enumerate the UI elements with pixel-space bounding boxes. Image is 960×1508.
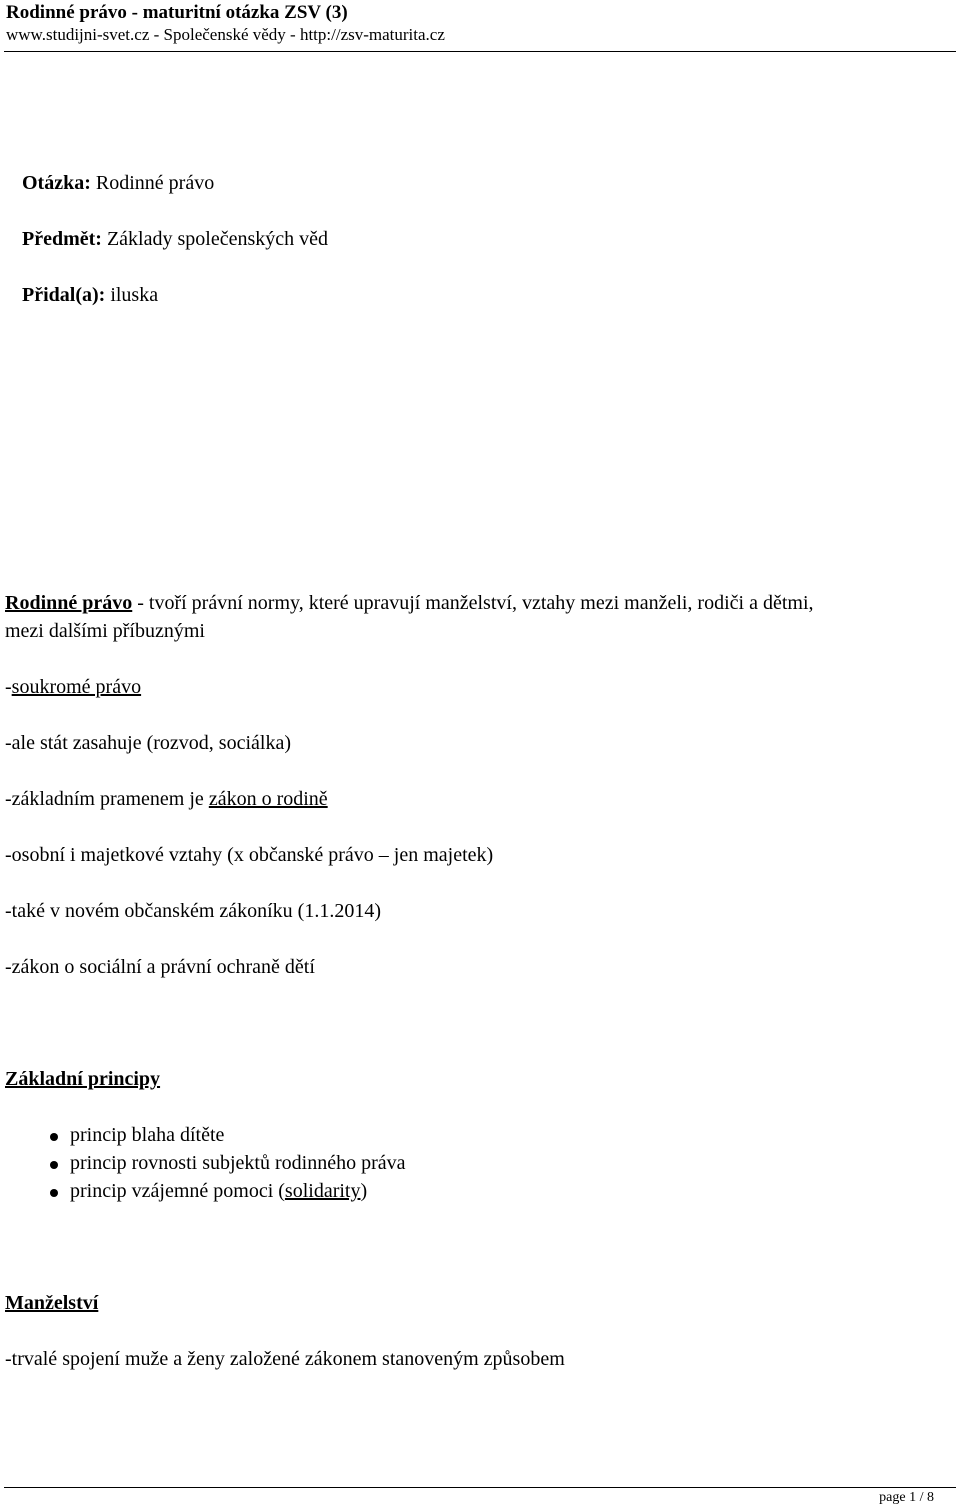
private-law-line [5,676,141,699]
footer-divider [4,1487,956,1488]
principles-heading[interactable]: Základní principy [5,1068,161,1090]
subject-line [22,228,328,251]
civil-code-line: -také v novém občanském zákoníku (1.1.2014) [5,900,382,922]
item-prefix: princip vzájemné pomoci ( [70,1180,285,1202]
relations-line: -osobní i majetkové vztahy (x občanské právo – jen majetek) [5,844,494,866]
source-prefix: -základním pramenem je [5,788,209,810]
child-protection-line: -zákon o sociální a právní ochraně dětí [5,956,315,978]
intro-definition [5,592,814,615]
list-item: princip rovnosti subjektů rodinného práva [70,1152,406,1174]
item-suffix: ) [360,1180,368,1202]
bullet-icon [50,1161,58,1169]
bullet-icon [50,1189,58,1197]
family-law-link[interactable]: Rodinné právo [5,592,133,614]
page-number: page 1 / 8 [879,1490,934,1505]
question-line [22,172,214,195]
subject-value: Základy společenských věd [101,228,328,250]
author-value: iluska [105,284,159,306]
list-item: princip blaha dítěte [70,1124,225,1146]
dash: - [5,676,12,698]
state-intervention-line: -ale stát zasahuje (rozvod, sociálka) [5,732,291,754]
marriage-heading[interactable]: Manželství [5,1292,99,1314]
header-divider [4,51,956,52]
bullet-icon [50,1133,58,1141]
definition-text: - tvoří právní normy, které upravují manželství, vztahy mezi manželi, rodiči a dětmi, [132,592,814,614]
author-label: Přidal(a): [22,284,106,306]
family-act-link[interactable]: zákon o rodině [208,788,328,810]
source-line [5,788,328,811]
document-source-line: www.studijni-svet.cz - Společenské vědy - http://zsv-maturita.cz [6,25,445,44]
private-law-link[interactable]: soukromé právo [11,676,142,698]
question-value: Rodinné právo [90,172,215,194]
question-label: Otázka: [22,172,91,194]
definition-continuation: mezi dalšími příbuznými [5,620,205,642]
document-title: Rodinné právo - maturitní otázka ZSV (3) [6,2,348,23]
author-line [22,284,158,307]
subject-label: Předmět: [22,228,102,250]
list-item [70,1180,367,1203]
marriage-definition: -trvalé spojení muže a ženy založené zákonem stanoveným způsobem [5,1348,565,1370]
solidarity-link[interactable]: solidarity [284,1180,361,1202]
